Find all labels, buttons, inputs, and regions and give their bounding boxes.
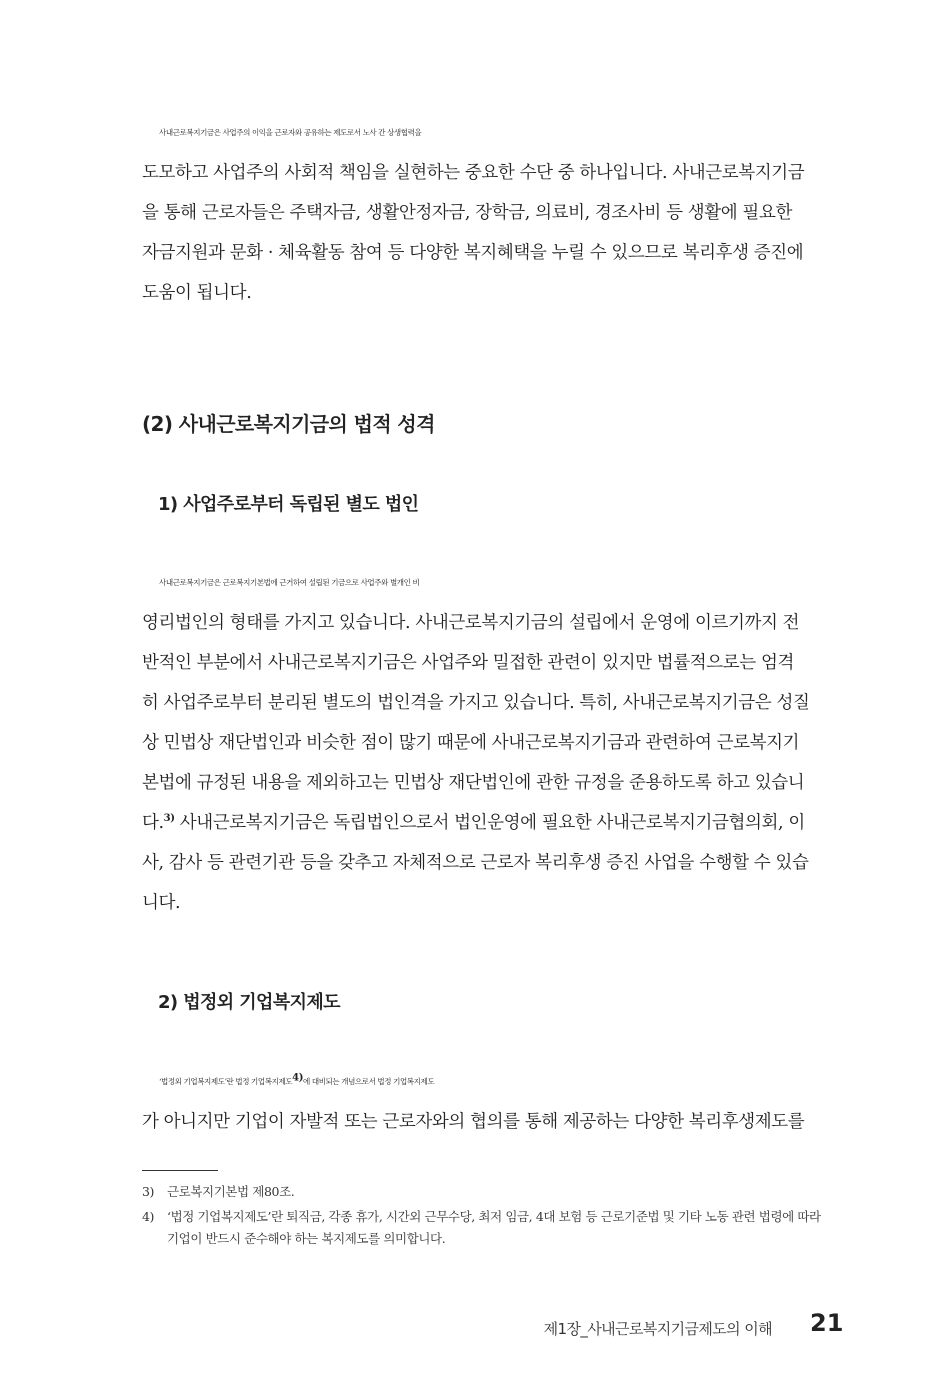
text-line: 도모하고 사업주의 사회적 책임을 실현하는 중요한 수단 중 하나입니다. 사내근로복지기금 [142,163,805,183]
subsection-heading-2: 2) 법정외 기업복지제도 [158,992,340,1013]
text-line: 을 통해 근로자들은 주택자금, 생활안정자금, 장학금, 의료비, 경조사비 등 생활에 필요한 [142,203,792,223]
subsection-2-paragraph [142,1062,838,1142]
text-line: 히 사업주로부터 분리된 별도의 법인격을 가지고 있습니다. 특히, 사내근로복지기금은 성질 [142,693,810,713]
section-heading: (2) 사내근로복지기금의 법적 성격 [142,412,435,436]
text-line: 가 아니지만 기업이 자발적 또는 근로자와의 협의를 통해 제공하는 다양한 복리후생제도를 [142,1112,805,1132]
page-number: 21 [810,1309,844,1337]
text-line: 도움이 됩니다. [142,283,252,303]
text-fragment: 에 대비되는 개념으로서 법정 기업복지제도 [303,1077,435,1086]
text-fragment: 다. [142,813,164,833]
text-line [142,803,838,843]
text-line: 본법에 규정된 내용을 제외하고는 민법상 재단법인에 관한 규정을 준용하도록 하고 있습니 [142,773,805,793]
text-line: 사내근로복지기금은 사업주의 이익을 근로자와 공유하는 제도로서 노사 간 상생협력을 [159,128,422,137]
footnote-line: 근로복지기본법 제80조. [167,1184,295,1199]
text-line: 상 민법상 재단법인과 비슷한 점이 많기 때문에 사내근로복지기금과 관련하여 근로복지기 [142,733,800,753]
footnote-number: 3) [142,1184,155,1199]
footnote-number: 4) [142,1209,155,1224]
subsection-heading-1: 1) 사업주로부터 독립된 별도 법인 [158,494,419,515]
footnote-text [167,1206,842,1250]
text-line: 사, 감사 등 관련기관 등을 갖추고 자체적으로 근로자 복리후생 증진 사업을 수행할 수 있습 [142,853,809,873]
text-fragment: 사내근로복지기금은 독립법인으로서 법인운영에 필요한 사내근로복지기금협의회, 이 [174,813,805,833]
text-line: 자금지원과 문화 · 체육활동 참여 등 다양한 복지혜택을 누릴 수 있으므로 복리후생 증진에 [142,243,804,263]
footnote-line: ‘법정 기업복지제도’란 퇴직금, 각종 휴가, 시간외 근무수당, 최저 임금, 4대 보험 등 근로기준법 및 기타 노동 관련 법령에 따라 [167,1209,821,1224]
footnote-text [167,1181,842,1203]
footnote-divider [142,1170,218,1171]
text-line: 니다. [142,893,181,913]
text-line: 사내근로복지기금은 근로복지기본법에 근거하여 설립된 기금으로 사업주와 별개인 비 [159,578,420,587]
text-fragment: ‘법정외 기업복지제도’란 법정 기업복지제도 [159,1077,293,1086]
footnote-ref-4[interactable]: 4) [292,1072,304,1084]
intro-paragraph [142,113,838,313]
text-line [142,1062,838,1102]
footnote-ref-3[interactable]: 3) [163,813,175,825]
text-line: 반적인 부분에서 사내근로복지기금은 사업주와 밀접한 관련이 있지만 법률적으로는 엄격 [142,653,794,673]
footnote-line: 기업이 반드시 준수해야 하는 복지제도를 의미합니다. [167,1231,446,1246]
text-line: 영리법인의 형태를 가지고 있습니다. 사내근로복지기금의 설립에서 운영에 이르기까지 전 [142,613,800,633]
subsection-1-paragraph [142,563,838,923]
chapter-title: 제1장_사내근로복지기금제도의 이해 [543,1320,772,1338]
